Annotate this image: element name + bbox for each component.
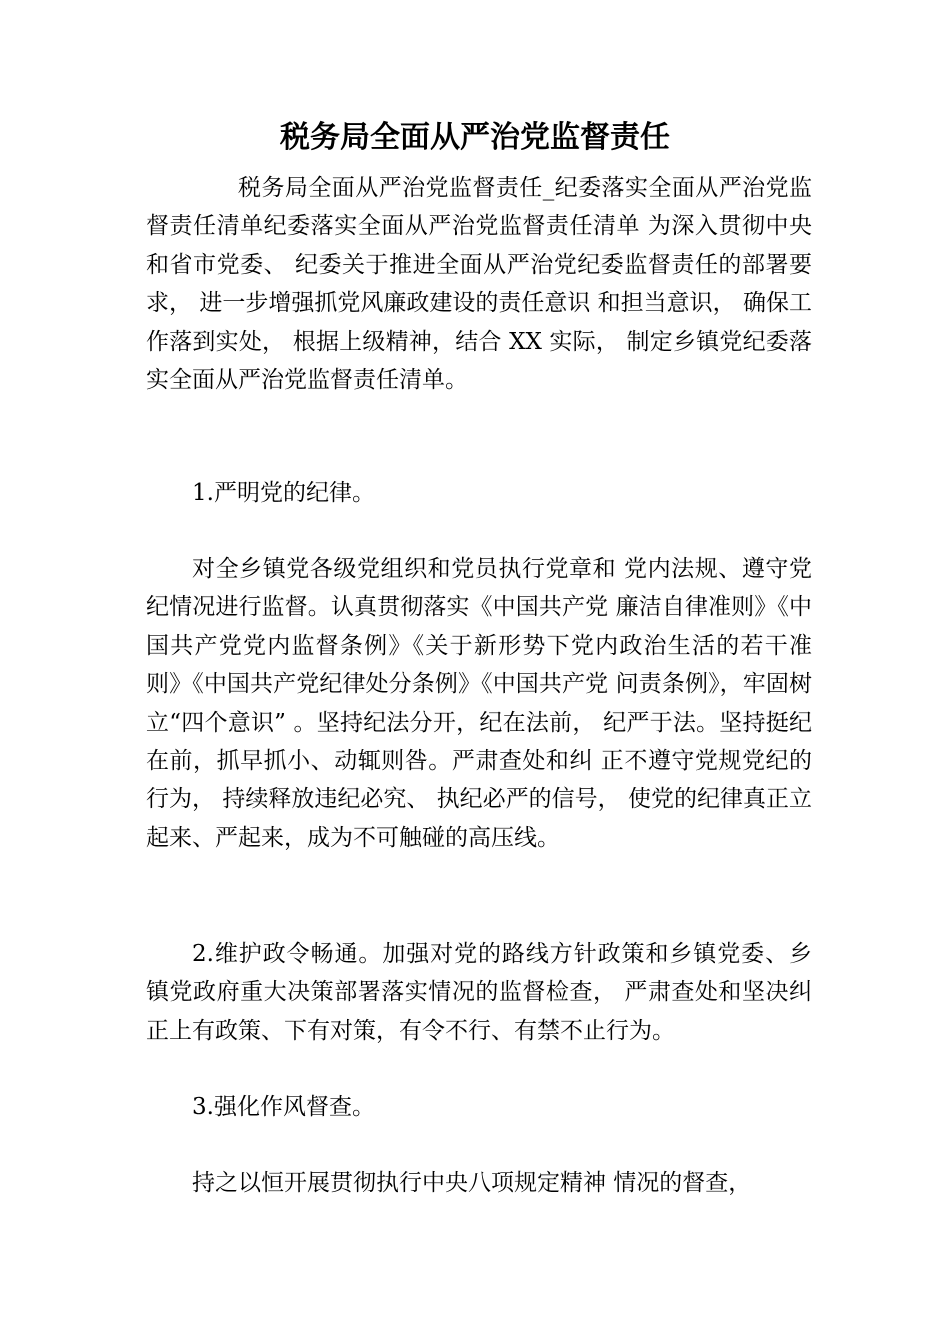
paragraph-discipline: 对全乡镇党各级党组织和党员执行党章和 党内法规、遵守党纪情况进行监督。认真贯彻落实《中国共产党 廉洁自律准则》《中国共产党党内监督条例》《关于新形势下党内政治生活的若干准则》《中国共产党纪律处分条例》《中国共产党 问责条例》，牢固树立“四个意识” 。坚持纪法分开，纪在法前， 纪严于法。坚持挺纪在前，抓早抓小、动辄则咎。严肃查处和纠 正不遵守党规党纪的行为， 持续释放违纪必究、 执纪必严的信号， 使党的纪律真正立起来、严起来，成为不可触碰的高压线。 [146, 556, 812, 851]
paragraph-style-inspection: 持之以恒开展贯彻执行中央八项规定精神 情况的督查， [192, 1170, 752, 1196]
paragraph-heading-3: 3.强化作风督查。 [192, 1094, 375, 1120]
paragraph-heading-1: 1.严明党的纪律。 [192, 480, 375, 506]
document-title: 税务局全面从严治党监督责任 [280, 120, 670, 155]
paragraph-intro: 税务局全面从严治党监督责任_纪委落实全面从严治党监督责任清单纪委落实全面从严治党监督责任清单 为深入贯彻中央和省市党委、 纪委关于推进全面从严治党纪委监督责任的部署要求， 进一步增强抓党风廉政建设的责任意识 和担当意识， 确保工作落到实处， 根据上级精神，结合 XX 实际， 制定乡镇党纪委落实全面从严治党监督责任清单。 [146, 175, 812, 394]
paragraph-heading-2: 2.维护政令畅通。加强对党的路线方针政策和乡镇党委、乡 镇党政府重大决策部署落实情况的监督检查， 严肃查处和坚决纠 正上有政策、下有对策，有令不行、有禁不止行为。 [146, 941, 812, 1044]
